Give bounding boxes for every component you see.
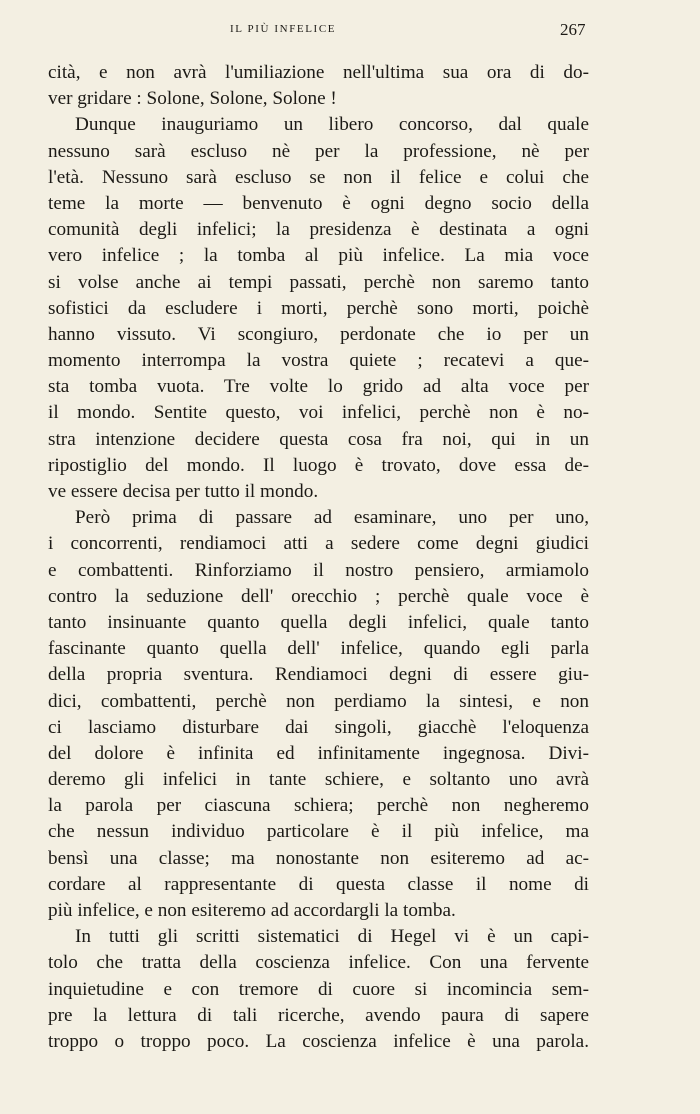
text-line: il mondo. Sentite questo, voi infelici, perchè non è no-: [48, 402, 589, 424]
text-line: del dolore è infinita ed infinitamente ingegnosa. Divi-: [48, 742, 589, 764]
text-line: i concorrenti, rendiamoci atti a sedere come degni giudici: [48, 533, 589, 555]
text-line: della propria sventura. Rendiamoci degni di essere giu-: [48, 664, 589, 686]
text-line: sofistici da escludere i morti, perchè sono morti, poichè: [48, 297, 589, 319]
text-line: pre la lettura di tali ricerche, avendo paura di sapere: [48, 1004, 589, 1026]
text-line: Dunque inauguriamo un libero concorso, dal quale: [75, 114, 589, 136]
text-line: In tutti gli scritti sistematici di Hegel vi è un capi-: [75, 926, 589, 948]
running-head: [0, 20, 700, 44]
body-text: [48, 60, 589, 1055]
text-line: dici, combattenti, perchè non perdiamo la sintesi, e non: [48, 690, 589, 712]
text-line: sta tomba vuota. Tre volte lo grido ad alta voce per: [48, 376, 589, 398]
text-line: cordare al rappresentante di questa classe il nome di: [48, 873, 589, 895]
text-line: ripostiglio del mondo. Il luogo è trovato, dove essa de-: [48, 454, 589, 476]
text-line: la parola per ciascuna schiera; perchè non negheremo: [48, 795, 589, 817]
text-line: stra intenzione decidere questa cosa fra noi, qui in un: [48, 428, 589, 450]
text-line: si volse anche ai tempi passati, perchè non saremo tanto: [48, 271, 589, 293]
text-line: l'età. Nessuno sarà escluso se non il felice e colui che: [48, 166, 589, 188]
text-line: tanto insinuante quanto quella degli infelici, quale tanto: [48, 611, 589, 633]
text-line: e combattenti. Rinforziamo il nostro pensiero, armiamolo: [48, 559, 589, 581]
page-number: 267: [560, 20, 586, 39]
text-line: che nessun individuo particolare è il più infelice, ma: [48, 821, 589, 843]
text-line: inquietudine e con tremore di cuore si incomincia sem-: [48, 978, 589, 1000]
text-line: ci lasciamo disturbare dai singoli, giacchè l'eloquenza: [48, 716, 589, 738]
text-line: hanno vissuto. Vi scongiuro, perdonate che io per un: [48, 323, 589, 345]
text-line: più infelice, e non esiteremo ad accordargli la tomba.: [48, 900, 456, 921]
text-line: bensì una classe; ma nonostante non esiteremo ad ac-: [48, 847, 589, 869]
text-line: teme la morte — benvenuto è ogni degno socio della: [48, 192, 589, 214]
text-line: momento interrompa la vostra quiete ; recatevi a que-: [48, 350, 589, 372]
text-line: nessuno sarà escluso nè per la professione, nè per: [48, 140, 589, 162]
text-line: vero infelice ; la tomba al più infelice. La mia voce: [48, 245, 589, 267]
text-line: ve essere decisa per tutto il mondo.: [48, 481, 319, 502]
text-line: tolo che tratta della coscienza infelice. Con una fervente: [48, 952, 589, 974]
text-line: troppo o troppo poco. La coscienza infelice è una parola.: [48, 1030, 589, 1052]
text-line: Però prima di passare ad esaminare, uno per uno,: [75, 507, 589, 529]
text-line: cità, e non avrà l'umiliazione nell'ultima sua ora di do-: [48, 62, 589, 83]
text-line: deremo gli infelici in tante schiere, e soltanto uno avrà: [48, 769, 589, 791]
text-line: contro la seduzione dell' orecchio ; perchè quale voce è: [48, 585, 589, 607]
running-title: IL PIÙ INFELICE: [230, 23, 337, 35]
text-line: comunità degli infelici; la presidenza è destinata a ogni: [48, 219, 589, 241]
text-line: ver gridare : Solone, Solone, Solone !: [48, 88, 337, 110]
text-line: fascinante quanto quella dell' infelice, quando egli parla: [48, 638, 589, 660]
